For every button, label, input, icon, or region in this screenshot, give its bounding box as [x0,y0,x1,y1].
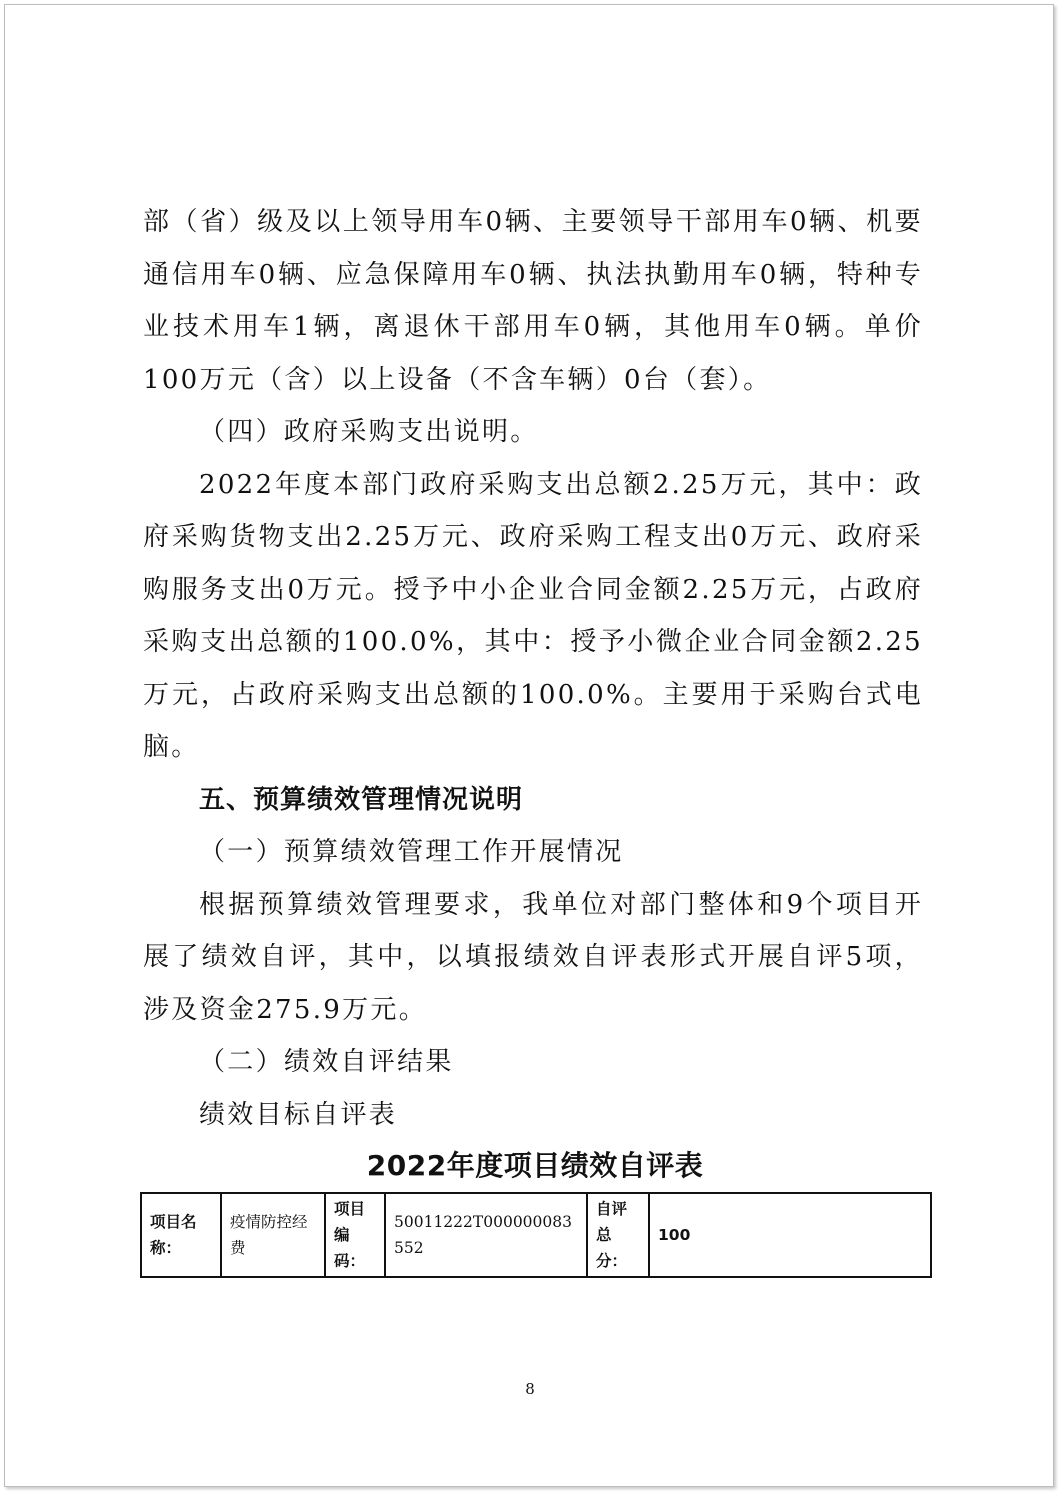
label-target-table: 绩效目标自评表 [199,1099,398,1130]
paragraph-procurement: 2022年度本部门政府采购支出总额2.25万元，其中：政府采购货物支出2.25万元、政府采购工程支出0万元、政府采购服务支出0万元。授予中小企业合同金额2.25万元，占政府采购支出总额的100.0%，其中：授予小微企业合同金额2.25万元，占政府采购支出总额的100.0%。主要用于采购台式电脑。 [143,469,923,762]
section-heading-performance: 五、预算绩效管理情况说明 [199,784,524,815]
page-number: 8 [525,1380,535,1398]
table-row [141,1193,931,1277]
project-name-label: 项目名称： [141,1193,221,1277]
table-title: 2022年度项目绩效自评表 [366,1149,704,1182]
score-value: 100 [649,1193,931,1277]
project-code-label: 项目编码： [325,1193,385,1277]
project-name-value: 疫情防控经费 [221,1193,325,1277]
heading-procurement: （四）政府采购支出说明。 [199,417,539,447]
score-label: 自评总分： [587,1193,649,1277]
paragraph-self-evaluation: 根据预算绩效管理要求，我单位对部门整体和9个项目开展了绩效自评，其中，以填报绩效自评表形式开展自评5项，涉及资金275.9万元。 [143,889,923,1025]
paragraph-vehicles: 部（省）级及以上领导用车0辆、主要领导干部用车0辆、机要通信用车0辆、应急保障用车0辆、执法执勤用车0辆，特种专业技术用车1辆，离退休干部用车0辆，其他用车0辆。单价100万元（含）以上设备（不含车辆）0台（套）。 [143,207,923,395]
document-body [143,196,923,1141]
project-code-value: 50011222T000000083552 [385,1193,587,1277]
subheading-results: （二）绩效自评结果 [199,1047,454,1077]
subheading-work-status: （一）预算绩效管理工作开展情况 [199,837,624,867]
evaluation-table [140,1192,932,1278]
